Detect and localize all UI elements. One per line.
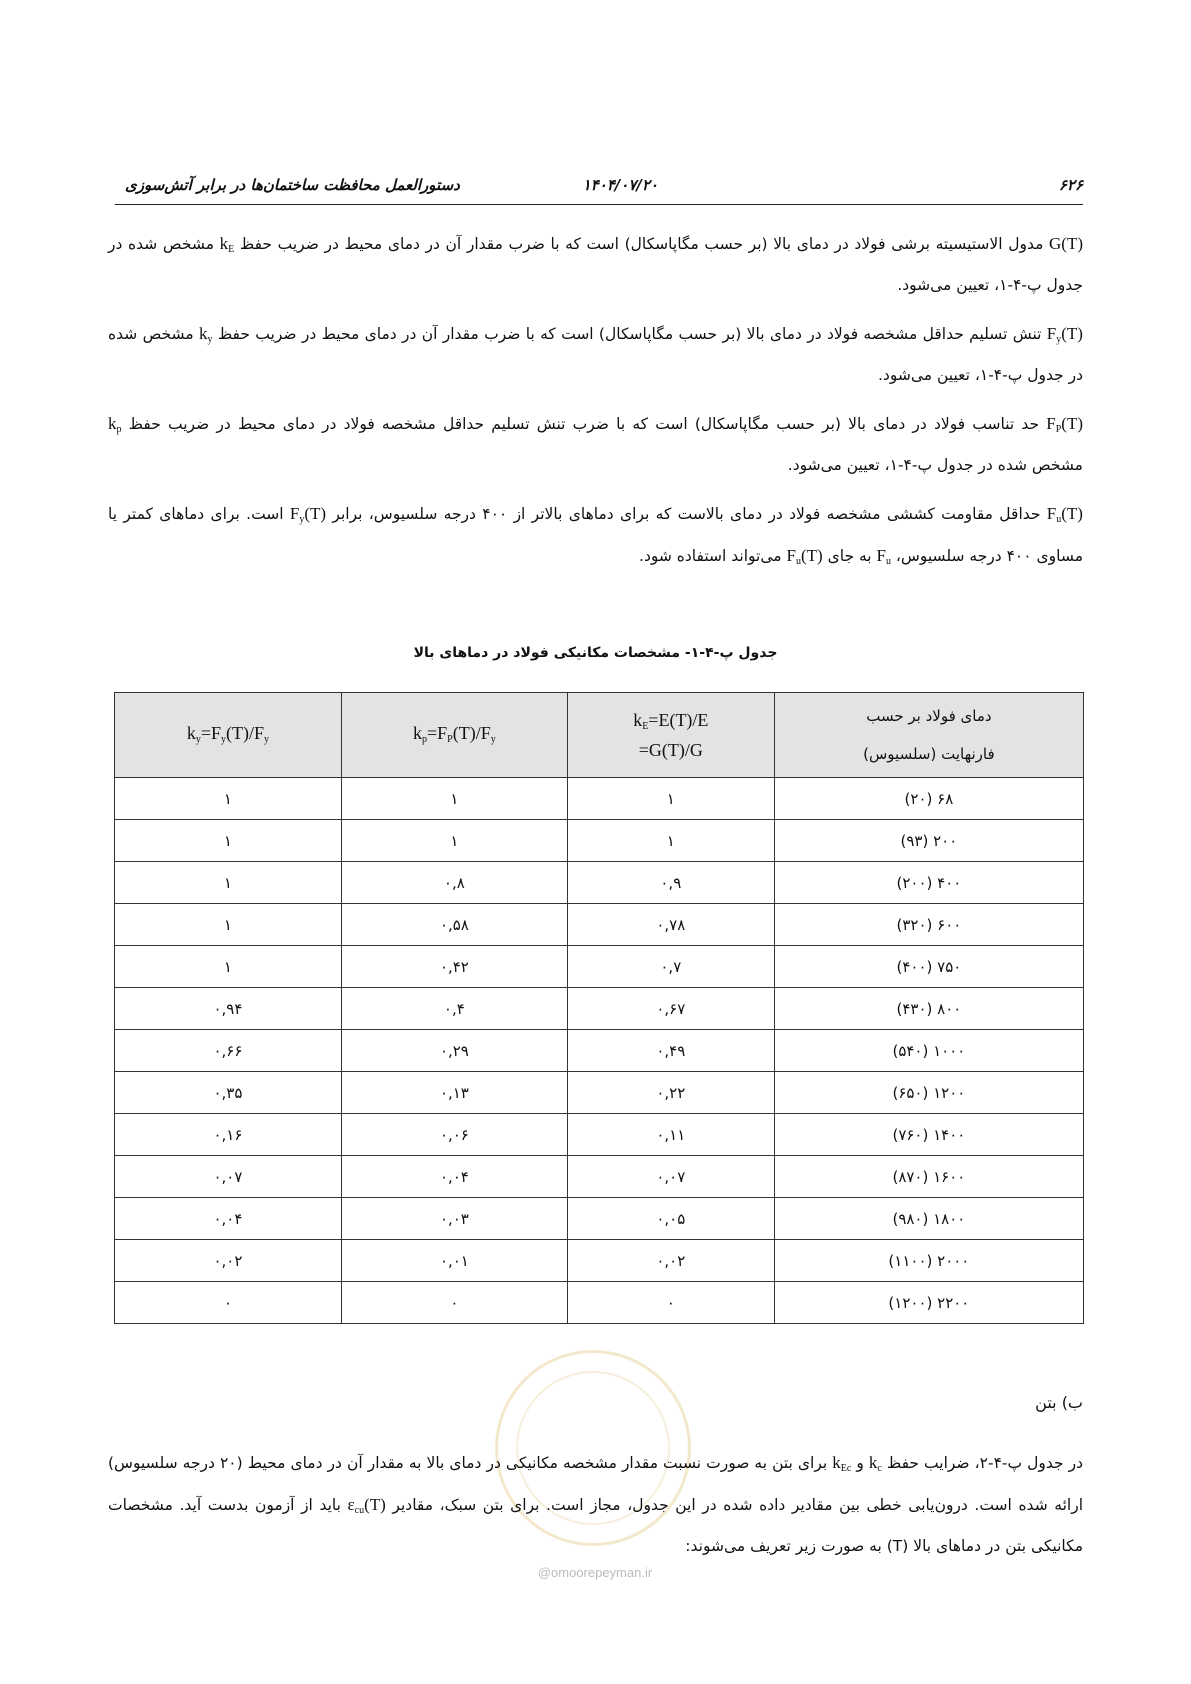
cell-ky: ۰,۳۵ (115, 1072, 342, 1114)
factor-kc: kc (868, 1453, 882, 1474)
watermark-text: @omoorepeyman.ir (537, 1565, 653, 1580)
table-row (115, 778, 1084, 820)
paragraph-fu-text-c: به جای (822, 547, 877, 565)
cell-ky: ۰,۰۲ (115, 1240, 342, 1282)
table-row (115, 1240, 1084, 1282)
cell-ke: ۰,۰۷ (567, 1156, 774, 1198)
factor-ky: ky (199, 324, 213, 345)
cell-kp: ۰,۰۳ (341, 1198, 567, 1240)
paragraph-fu-text-a: حداقل مقاومت کششی مشخصه فولاد در دمای بالاست که برای دماهای بالاتر از ۴۰۰ درجه سلسیوس، برابر (326, 505, 1047, 523)
cell-kp: ۰,۰۴ (341, 1156, 567, 1198)
cell-kp: ۰ (341, 1282, 567, 1324)
table-row (115, 904, 1084, 946)
cell-kp: ۱ (341, 820, 567, 862)
header-date: ۱۴۰۴/۰۷/۲۰ (582, 176, 658, 194)
table-caption: جدول پ-۴-۱- مشخصات مکانیکی فولاد در دماهای بالا (413, 645, 778, 661)
paragraph-fp-text-b: مشخص شده در جدول پ-۴-۱، تعیین می‌شود. (787, 456, 1083, 474)
ref-fu: Fu (876, 546, 891, 567)
symbol-fu: Fu(T) (1046, 504, 1083, 525)
cell-ky: ۱ (115, 946, 342, 988)
cell-ke: ۰,۰۲ (567, 1240, 774, 1282)
ref-fy: Fy(T) (289, 504, 327, 525)
cell-temperature: ۲۰۰ (۹۳) (774, 820, 1083, 862)
cell-ky: ۰,۰۴ (115, 1198, 342, 1240)
cell-kp: ۰,۲۹ (341, 1030, 567, 1072)
symbol-ecu: εcu(T) (347, 1495, 386, 1516)
ref-fut: Fu(T) (786, 546, 823, 567)
paragraph-fy-text-b: مشخص شده در جدول پ-۴-۱، تعیین می‌شود. (108, 325, 1083, 384)
cell-ky: ۰ (115, 1282, 342, 1324)
cell-ky: ۰,۱۶ (115, 1114, 342, 1156)
factor-kp: kp (108, 414, 122, 435)
header-kp: kp=FP(T)/Fy (341, 693, 567, 778)
cell-ke: ۰,۷۸ (567, 904, 774, 946)
paragraph-g (108, 224, 1083, 305)
cell-temperature: ۷۵۰ (۴۰۰) (774, 946, 1083, 988)
table-row (115, 1198, 1084, 1240)
cell-ky: ۱ (115, 904, 342, 946)
cell-temperature: ۱۸۰۰ (۹۸۰) (774, 1198, 1083, 1240)
cell-ky: ۱ (115, 862, 342, 904)
cell-temperature: ۲۲۰۰ (۱۲۰۰) (774, 1282, 1083, 1324)
symbol-g: G(T) (1049, 234, 1083, 253)
cell-ke: ۰,۱۱ (567, 1114, 774, 1156)
cell-ky: ۰,۰۷ (115, 1156, 342, 1198)
header-ky: ky=Fy(T)/Fy (115, 693, 342, 778)
paragraph-fy (108, 314, 1083, 395)
page-number: ۶۲۶ (1058, 176, 1083, 194)
cell-kp: ۰,۸ (341, 862, 567, 904)
paragraph-concrete-text-a: در جدول پ-۴-۲، ضرایب حفظ (881, 1454, 1084, 1472)
cell-ke: ۰,۲۲ (567, 1072, 774, 1114)
paragraph-fp (108, 404, 1083, 485)
paragraph-fu-text-d: می‌تواند استفاده شود. (639, 547, 787, 565)
cell-ke: ۱ (567, 778, 774, 820)
paragraph-g-text-a: مدول الاستیسیته برشی فولاد در دمای بالا (بر حسب مگاپاسکال) است که با ضرب مقدار آن در دمای محیط در ضریب حفظ (234, 235, 1050, 253)
paragraph-fu-text-b: است. برای دماهای کمتر یا مساوی ۴۰۰ درجه سلسیوس، (108, 505, 1083, 565)
document-title: دستورالعمل محافظت ساختمان‌ها در برابر آتش‌سوزی (125, 176, 460, 194)
cell-kp: ۰,۴۲ (341, 946, 567, 988)
cell-ke: ۰,۹ (567, 862, 774, 904)
section-b-heading: ب) بتن (1035, 1393, 1083, 1412)
table-row (115, 862, 1084, 904)
cell-kp: ۰,۵۸ (341, 904, 567, 946)
cell-ky: ۱ (115, 778, 342, 820)
table-header-row (115, 693, 1084, 778)
table-body (115, 778, 1084, 1324)
cell-ke: ۰,۴۹ (567, 1030, 774, 1072)
table-row (115, 1282, 1084, 1324)
cell-temperature: ۲۰۰۰ (۱۱۰۰) (774, 1240, 1083, 1282)
cell-temperature: ۸۰۰ (۴۳۰) (774, 988, 1083, 1030)
paragraph-fp-text-a: حد تناسب فولاد در دمای بالا (بر حسب مگاپاسکال) است که با ضرب تنش تسلیم حداقل مشخصه فولاد در دمای محیط در ضریب حفظ (121, 415, 1047, 433)
table-row (115, 1156, 1084, 1198)
cell-ke: ۰ (567, 1282, 774, 1324)
cell-temperature: ۱۲۰۰ (۶۵۰) (774, 1072, 1083, 1114)
table-row (115, 820, 1084, 862)
cell-kp: ۱ (341, 778, 567, 820)
table-row (115, 1114, 1084, 1156)
cell-ky: ۱ (115, 820, 342, 862)
paragraph-fy-text-a: تنش تسلیم حداقل مشخصه فولاد در دمای بالا (بر حسب مگاپاسکال) است که با ضرب مقدار آن در دمای محیط در ضریب حفظ (212, 325, 1047, 343)
table-row (115, 1030, 1084, 1072)
factor-kec: kEc (832, 1453, 852, 1474)
paragraph-fu (108, 494, 1083, 578)
cell-ke: ۰,۷ (567, 946, 774, 988)
symbol-fy: Fy(T) (1046, 324, 1083, 345)
cell-temperature: ۶۸ (۲۰) (774, 778, 1083, 820)
symbol-fp: FP(T) (1046, 414, 1083, 435)
paragraph-concrete-text-c: باید از آزمون بدست آید. مشخصات مکانیکی بتن در دماهای بالا (T) به صورت زیر تعریف می‌شوند: (108, 1496, 1083, 1555)
cell-ky: ۰,۶۶ (115, 1030, 342, 1072)
paragraph-concrete-and: و (851, 1454, 869, 1472)
table-row (115, 988, 1084, 1030)
table-row (115, 1072, 1084, 1114)
cell-kp: ۰,۰۶ (341, 1114, 567, 1156)
header-ke: kE=E(T)/E =G(T)/G (567, 693, 774, 778)
paragraph-g-text-b: مشخص شده در جدول پ-۴-۱، تعیین می‌شود. (108, 235, 1083, 294)
cell-temperature: ۶۰۰ (۳۲۰) (774, 904, 1083, 946)
cell-ky: ۰,۹۴ (115, 988, 342, 1030)
cell-kp: ۰,۱۳ (341, 1072, 567, 1114)
paragraph-concrete-text-b: برای بتن به صورت نسبت مقدار مشخصه مکانیکی در دمای بالا به مقدار آن در دمای محیط (۲۰ درجه سلسیوس) ارائه شده است. درون‌یابی خطی بین مقادیر داده شده در این جدول، مجاز است. برای بتن سبک، مقادیر (108, 1454, 1083, 1514)
cell-temperature: ۱۴۰۰ (۷۶۰) (774, 1114, 1083, 1156)
cell-temperature: ۱۰۰۰ (۵۴۰) (774, 1030, 1083, 1072)
cell-ke: ۱ (567, 820, 774, 862)
header-temperature: دمای فولاد بر حسب فارنهایت (سلسیوس) (774, 693, 1083, 778)
cell-ke: ۰,۶۷ (567, 988, 774, 1030)
cell-kp: ۰,۰۱ (341, 1240, 567, 1282)
factor-ke: kE (219, 234, 235, 255)
cell-kp: ۰,۴ (341, 988, 567, 1030)
steel-properties-table (114, 692, 1084, 1324)
cell-temperature: ۱۶۰۰ (۸۷۰) (774, 1156, 1083, 1198)
page-header (115, 172, 1083, 205)
paragraph-concrete (108, 1443, 1083, 1566)
table-row (115, 946, 1084, 988)
cell-temperature: ۴۰۰ (۲۰۰) (774, 862, 1083, 904)
cell-ke: ۰,۰۵ (567, 1198, 774, 1240)
